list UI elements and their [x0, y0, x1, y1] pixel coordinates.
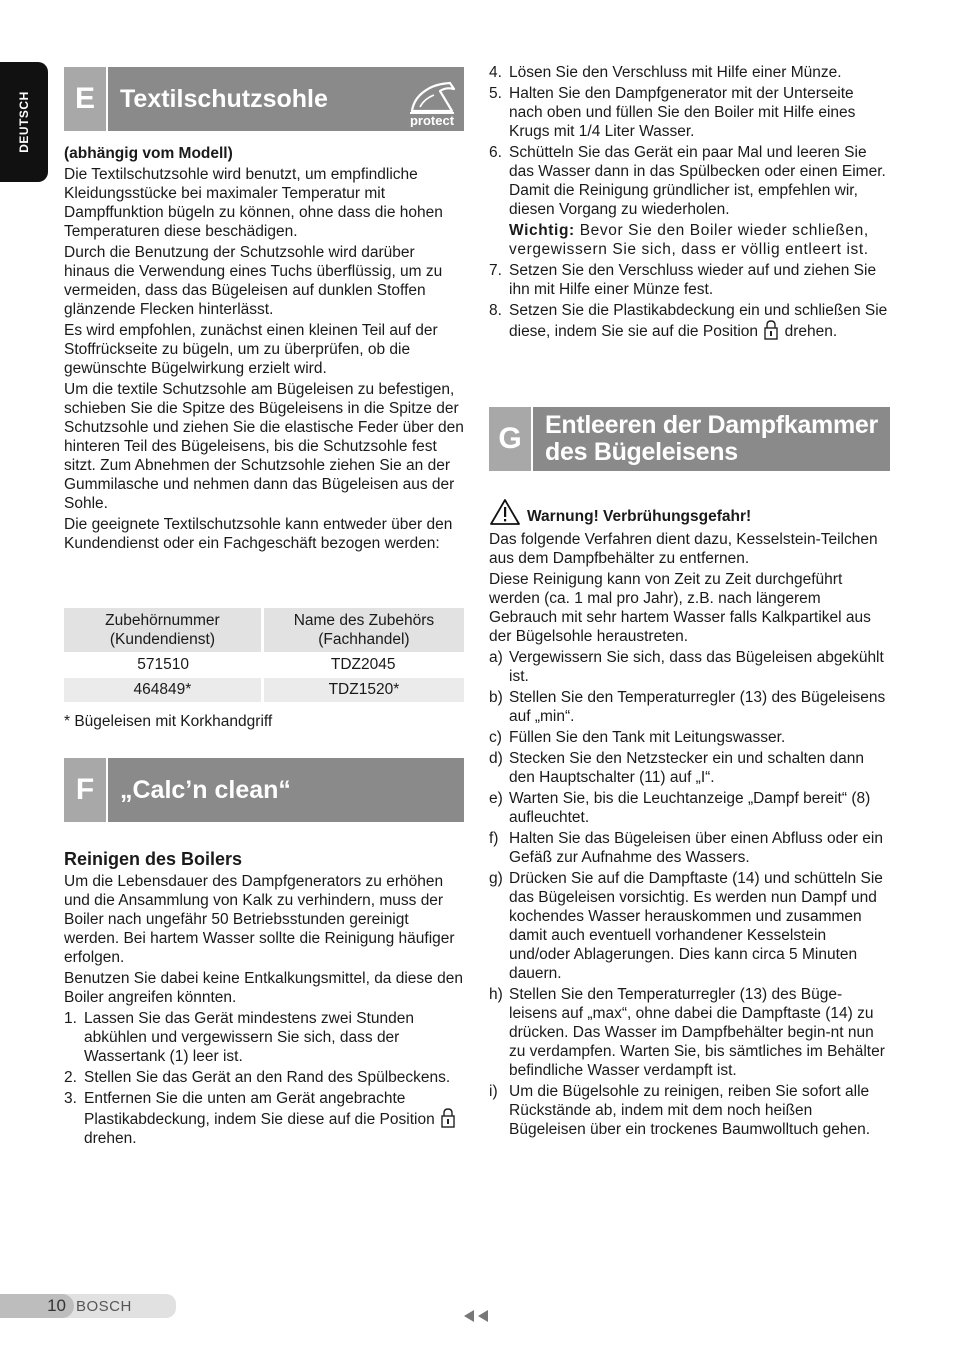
step-letter: i) [489, 1083, 498, 1100]
section-e-subheading: (abhängig vom Modell) [64, 145, 233, 162]
step-text: drehen. [84, 1130, 137, 1147]
step-letter: h) [489, 986, 503, 1003]
important-note [509, 221, 890, 259]
list-item [489, 985, 890, 1080]
step-text: Warten Sie, bis die Leuchtanzeige „Dampf bereit“ (8) aufleuchtet. [509, 790, 871, 826]
step-text-wrapper [84, 1089, 464, 1148]
step-number: 2. [64, 1069, 77, 1086]
section-e-header [64, 67, 464, 131]
step-letter: a) [489, 649, 503, 666]
section-e-paragraph: Die Textilschutzsohle wird benutzt, um empfindliche Kleidungsstücke bei maximaler Temperatur mit Dampffunktion bügeln zu können, ohne dass die hohen Temperaturen diese beschädigen. [64, 166, 443, 240]
table-cell: 464849* [64, 678, 262, 702]
step-number: 5. [489, 85, 502, 102]
list-item [64, 1089, 464, 1148]
section-e-body [64, 144, 464, 555]
step-text: Stellen Sie den Temperaturregler (13) des Büge-leisens auf „max“, ohne dabei die Dampftaste (14) zu drücken. Das Wasser im Dampfbehälter begin-nt nun zu verdampfen. Warten Sie, bis sämtliches im Behälter befindliche Wasser verdampft ist. [509, 986, 885, 1079]
step-letter: c) [489, 729, 502, 746]
step-number: 1. [64, 1010, 77, 1027]
list-item [489, 749, 890, 787]
section-g-letter: G [489, 407, 531, 471]
table-header-cell: Name des Zubehörs (Fachhandel) [262, 608, 464, 652]
section-f-body [64, 848, 464, 1150]
step-text: Stellen Sie den Temperaturregler (13) des Bügeleisens auf „min“. [509, 689, 886, 725]
list-item [489, 261, 890, 299]
list-item [489, 84, 890, 141]
section-e-letter: E [64, 67, 106, 131]
step-text: Schütteln Sie das Gerät ein paar Mal und leeren Sie das Wasser dann in das Spülbecken oder einen Eimer. Damit die Reinigung gründlicher ist, empfehlen wir, diesen Vorgang zu wiederholen. [509, 144, 886, 218]
section-f-paragraph: Um die Lebensdauer des Dampfgenerators zu erhöhen und die Ansammlung von Kalk zu verhindern, muss der Boiler nach ungefähr 50 Betriebsstunden gereinigt werden. Bei hartem Wasser sollte die Reinigung häufiger erfolgen. [64, 873, 455, 966]
section-g-paragraph: Diese Reinigung kann von Zeit zu Zeit durchgeführt werden (ca. 1 mal pro Jahr), z.B. nach längerem Gebrauch mit sehr hartem Wasser falls Kalkpartikel aus der Bügelsohle heraustreten. [489, 571, 871, 645]
step-text: Stellen Sie das Gerät an den Rand des Spülbeckens. [84, 1069, 451, 1086]
important-label: Wichtig: [509, 222, 575, 239]
important-text: Bevor Sie den Boiler wieder schließen, vergewissern Sie sich, dass er völlig entleert ist. [509, 222, 869, 258]
section-f-subheading: Reinigen des Boilers [64, 849, 243, 869]
list-item [489, 728, 890, 747]
step-letter: g) [489, 870, 503, 887]
section-f-letter: F [64, 758, 106, 822]
section-e-paragraph: Es wird empfohlen, zunächst einen kleinen Teil auf der Stoffrückseite zu bügeln, um zu überprüfen, ob die gewünschte Bügelwirkung erzielt wird. [64, 322, 438, 377]
protect-iron-icon [406, 73, 458, 127]
list-item [489, 1082, 890, 1139]
table-row [64, 678, 464, 702]
section-g-title-bar [533, 407, 890, 471]
step-text: Lassen Sie das Gerät mindestens zwei Stunden abkühlen und vergewissern Sie sich, dass der Wassertank (1) leer ist. [84, 1010, 414, 1065]
section-g-title: Entleeren der Dampfkammer des Bügeleisens [545, 411, 878, 466]
lock-position-icon [441, 1108, 455, 1128]
page-number: 10 [0, 1294, 74, 1318]
list-item [489, 143, 890, 259]
step-text: Füllen Sie den Tank mit Leitungswasser. [509, 729, 786, 746]
section-g-body [489, 498, 890, 1141]
table-cell: TDZ2045 [262, 652, 464, 678]
section-f-paragraph: Benutzen Sie dabei keine Entkalkungsmittel, da diese den Boiler angreifen könnten. [64, 970, 463, 1006]
step-text: Setzen Sie den Verschluss wieder auf und ziehen Sie ihn mit Hilfe einer Münze fest. [509, 262, 877, 298]
list-item [489, 648, 890, 686]
warning-line [489, 498, 890, 526]
step-letter: e) [489, 790, 503, 807]
list-item [489, 829, 890, 867]
step-number: 6. [489, 144, 502, 161]
list-item [489, 688, 890, 726]
step-text: Halten Sie den Dampfgenerator mit der Unterseite nach oben und füllen Sie den Boiler mit Hilfe eines Krugs mit 1/4 Liter Wasser. [509, 85, 856, 140]
step-text: Stecken Sie den Netzstecker ein und schalten dann den Hauptschalter (11) auf „I“. [509, 750, 865, 786]
brand-label: BOSCH [76, 1298, 132, 1315]
list-item [489, 869, 890, 983]
protect-icon-label: protect [409, 113, 455, 127]
accessory-table [64, 608, 464, 702]
step-text-wrapper [509, 301, 890, 341]
section-e-paragraph: Die geeignete Textilschutzsohle kann entweder über den Kundendienst oder ein Fachgeschäft bezogen werden: [64, 516, 453, 552]
section-e-title: Textilschutzsohle [120, 84, 328, 113]
section-f-steps-continued [489, 63, 890, 343]
table-footnote: * Bügeleisen mit Korkhandgriff [64, 713, 273, 730]
section-g-paragraph: Das folgende Verfahren dient dazu, Kesselstein-Teilchen aus dem Dampfbehälter zu entfernen. [489, 531, 878, 567]
table-header-row [64, 608, 464, 652]
warning-triangle-icon [489, 498, 521, 526]
section-e-paragraph: Um die textile Schutzsohle am Bügeleisen zu befestigen, schieben Sie die Spitze des Bügeleisens in die Spitze der Schutzsohle und ziehen Sie die elastische Feder über den hinteren Teil des Bügeleisens, bis die Schutzsohle fest sitzt. Zum Abnehmen der Schutzsohle ziehen Sie an der Gummilasche und nehmen dann das Bügeleisen aus der Sohle. [64, 381, 464, 512]
language-tab-label: DEUTSCH [17, 91, 31, 153]
language-tab [0, 62, 48, 182]
previous-page-arrows-icon[interactable] [462, 1308, 490, 1324]
cleaning-steps-list-left [64, 1009, 464, 1148]
section-f-title-bar [108, 758, 464, 822]
step-number: 3. [64, 1090, 77, 1107]
section-e-paragraph: Durch die Benutzung der Schutzsohle wird darüber hinaus die Verwendung eines Tuchs überflüssig, um zu vermeiden, dass das Bügeleisen auf dunklen Stoffen glänzende Flecken hinterlässt. [64, 244, 443, 318]
table-cell: 571510 [64, 652, 262, 678]
list-item [64, 1009, 464, 1066]
step-letter: b) [489, 689, 503, 706]
warning-text: Warnung! Verbrühungsgefahr! [527, 508, 752, 525]
list-item [64, 1068, 464, 1087]
step-text: Lösen Sie den Verschluss mit Hilfe einer Münze. [509, 64, 842, 81]
list-item [489, 301, 890, 341]
section-g-header [489, 407, 890, 471]
step-number: 4. [489, 64, 502, 81]
accessory-table-wrapper [64, 608, 464, 731]
step-text: Drücken Sie auf die Dampftaste (14) und schütteln Sie das Bügeleisen vorsichtig. Es werden nun Dampf und kochendes Wasser herauskommen und zusammen damit auch eventuell vorhandener Kesselstein und/oder Ablagerungen. Dies kann circa 5 Minuten dauern. [509, 870, 883, 982]
step-text-wrapper [509, 143, 890, 259]
section-e-title-bar [108, 67, 464, 131]
step-text: Halten Sie das Bügeleisen über einen Abfluss oder ein Gefäß zur Aufnahme des Wassers. [509, 830, 883, 866]
step-text: Um die Bügelsohle zu reinigen, reiben Sie sofort alle Rückstände ab, indem mit dem noch heißen Bügeleisen über ein trockenes Baumwolltuch gehen. [509, 1083, 871, 1138]
step-text: drehen. [784, 323, 838, 340]
step-letter: d) [489, 750, 503, 767]
list-item [489, 63, 890, 82]
step-number: 8. [489, 302, 502, 319]
table-cell: TDZ1520* [262, 678, 464, 702]
section-f-header [64, 758, 464, 822]
table-header-cell: Zubehörnummer (Kundendienst) [64, 608, 262, 652]
step-letter: f) [489, 830, 499, 847]
section-f-title: „Calc’n clean“ [120, 775, 291, 804]
table-row [64, 652, 464, 678]
list-item [489, 789, 890, 827]
step-text: Vergewissern Sie sich, dass das Bügeleisen abgekühlt ist. [509, 649, 884, 685]
lock-position-icon [764, 320, 778, 340]
step-text: Entfernen Sie die unten am Gerät angebrachte Plastikabdeckung, indem Sie diese auf die Position [84, 1090, 435, 1128]
step-number: 7. [489, 262, 502, 279]
cleaning-steps-list-right [489, 63, 890, 341]
steam-chamber-steps-list [489, 648, 890, 1139]
step-text: Setzen Sie die Plastikabdeckung ein und schließen Sie diese, indem Sie sie auf die Position [509, 302, 888, 340]
